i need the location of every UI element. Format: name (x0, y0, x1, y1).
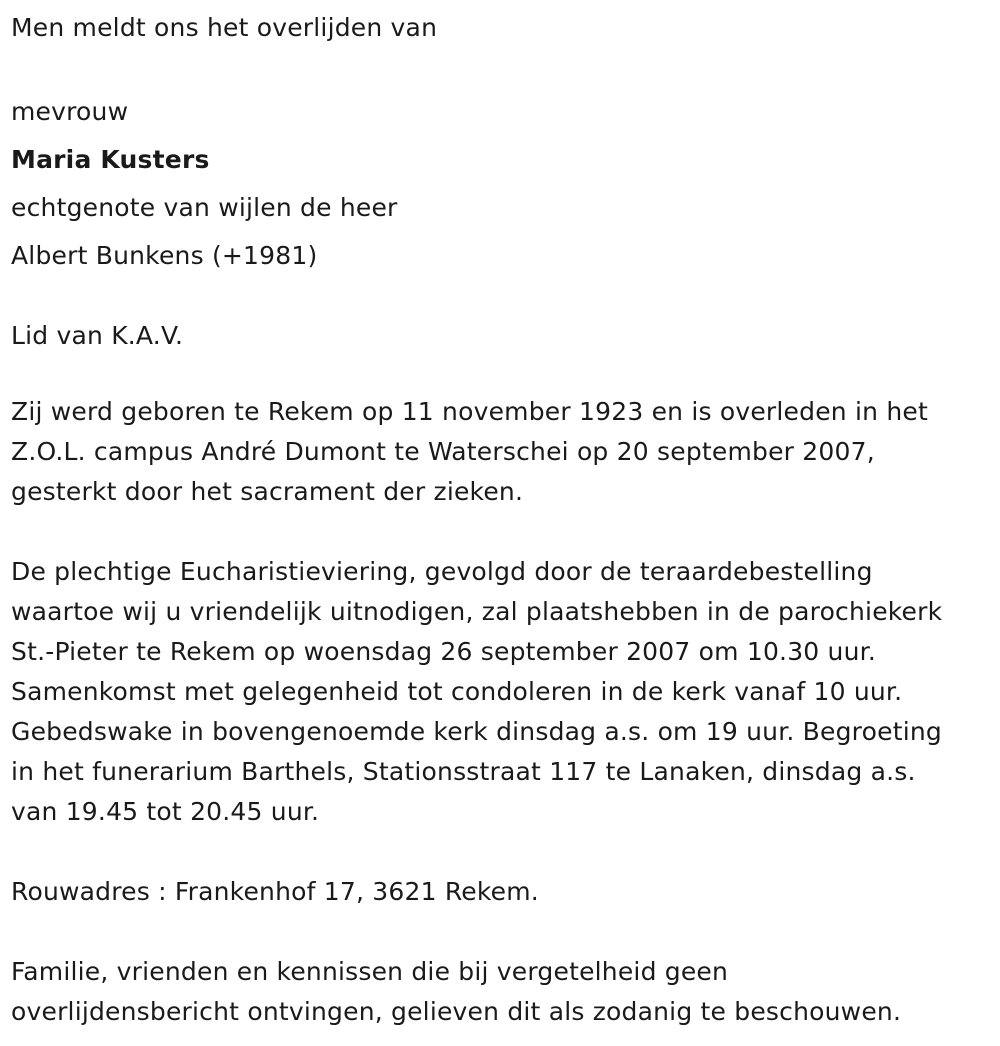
paragraph-line: gesterkt door het sacrament der zieken. (11, 477, 524, 506)
deceased-name: Maria Kusters (11, 145, 210, 174)
paragraph-line: Gebedswake in bovengenoemde kerk dinsdag a.s. om 19 uur. Begroeting (11, 717, 942, 746)
intro-text: Men meldt ons het overlijden van (11, 13, 438, 42)
paragraph-line: van 19.45 tot 20.45 uur. (11, 797, 320, 826)
title-text: mevrouw (11, 97, 129, 126)
death-notice (11, 8, 991, 1032)
paragraph-line: in het funerarium Barthels, Stationsstraat 117 te Lanaken, dinsdag a.s. (11, 757, 916, 786)
closing-paragraph (11, 952, 991, 1032)
paragraph-line: Z.O.L. campus André Dumont te Waterschei op 20 september 2007, (11, 437, 875, 466)
spouse-line-1: echtgenote van wijlen de heer (11, 193, 398, 222)
spouse-line-2: Albert Bunkens (+1981) (11, 241, 318, 270)
birth-death-paragraph (11, 392, 991, 512)
paragraph-line: Zij werd geboren te Rekem op 11 november 1923 en is overleden in het (11, 397, 928, 426)
membership-text: Lid van K.A.V. (11, 321, 184, 350)
paragraph-line: Samenkomst met gelegenheid tot condoleren in de kerk vanaf 10 uur. (11, 677, 903, 706)
paragraph-line: Familie, vrienden en kennissen die bij vergetelheid geen (11, 957, 729, 986)
paragraph-line: De plechtige Eucharistieviering, gevolgd door de teraardebestelling (11, 557, 873, 586)
address-text: Rouwadres : Frankenhof 17, 3621 Rekem. (11, 877, 539, 906)
paragraph-line: waartoe wij u vriendelijk uitnodigen, zal plaatshebben in de parochiekerk (11, 597, 943, 626)
ceremony-paragraph (11, 552, 991, 832)
paragraph-line: overlijdensbericht ontvingen, gelieven dit als zodanig te beschouwen. (11, 997, 902, 1026)
paragraph-line: St.-Pieter te Rekem op woensdag 26 september 2007 om 10.30 uur. (11, 637, 876, 666)
